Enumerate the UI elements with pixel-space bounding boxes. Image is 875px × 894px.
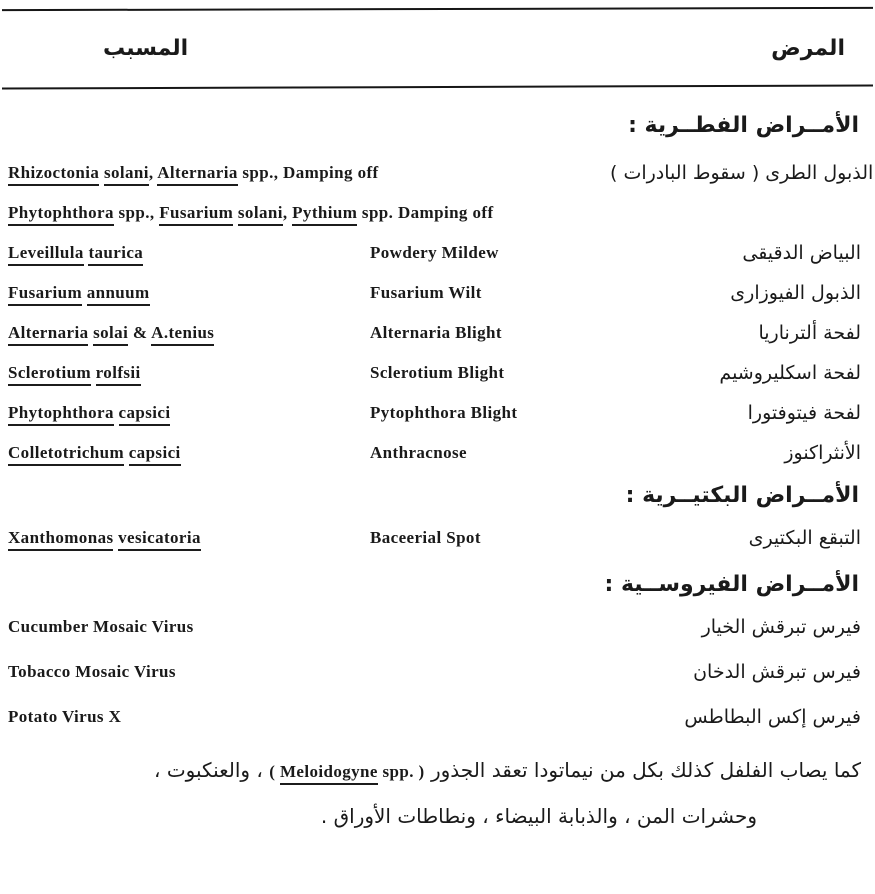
table-row <box>8 399 875 426</box>
footer-after-text: ، والعنكبوت ، <box>154 758 270 782</box>
fungal-rows <box>0 159 875 466</box>
latin-word-underlined: annuum <box>87 283 150 306</box>
latin-word-underlined: Colletotrichum <box>8 443 124 466</box>
latin-word-underlined: Alternaria <box>8 323 88 346</box>
disease-name-ar: البياض الدقيقى <box>742 241 861 264</box>
table-row <box>8 359 875 386</box>
latin-word <box>91 363 96 382</box>
disease-name-ar: الذبول الطرى ( سقوط البادرات ) <box>610 161 874 184</box>
latin-word: , <box>148 162 158 182</box>
disease-name-ar: لفحة ألترناريا <box>758 321 861 344</box>
latin-word: & <box>128 322 152 342</box>
bacterial-rows <box>0 524 875 551</box>
latin-word: Cucumber Mosaic Virus <box>8 616 194 636</box>
nematode-latin-name <box>269 749 424 794</box>
latin-word: Tobacco Mosaic Virus <box>8 661 176 681</box>
section-title-bacterial: الأمــراض البكتيــرية : <box>625 483 859 508</box>
disease-name-en: Powdery Mildew <box>370 242 499 262</box>
table-header <box>0 10 875 86</box>
latin-word <box>114 403 119 422</box>
pathogen-name <box>8 403 360 423</box>
table-row <box>8 439 875 466</box>
latin-word-underlined: solai <box>93 323 128 346</box>
latin-word-underlined: Pythium <box>292 203 357 226</box>
pathogen-name <box>8 443 360 463</box>
pathogen-name <box>8 323 360 343</box>
pathogen-name <box>8 203 610 223</box>
latin-word-underlined: Fusarium <box>159 203 233 226</box>
disease-name-ar: الذبول الفيوزارى <box>730 281 861 304</box>
latin-word-underlined: Alternaria <box>157 163 237 186</box>
table-row <box>8 613 875 640</box>
latin-word: spp., Damping off <box>237 162 379 182</box>
latin-word-underlined: Leveillula <box>8 243 84 266</box>
pathogen-name <box>8 363 360 383</box>
disease-name-ar: فيرس تبرقش الدخان <box>693 660 861 683</box>
section-title-viral: الأمــراض الفيروســية : <box>604 572 859 597</box>
latin-word-underlined: Sclerotium <box>8 363 91 386</box>
latin-spp: spp. <box>377 762 414 781</box>
latin-word-underlined: A. <box>151 323 168 346</box>
table-row <box>8 239 875 266</box>
section-title-fungal: الأمــراض الفطــرية : <box>628 113 859 138</box>
latin-word: spp. Damping off <box>357 202 494 222</box>
table-row <box>8 319 875 346</box>
latin-word: spp., <box>113 202 160 222</box>
latin-word-underlined: Fusarium <box>8 283 82 306</box>
footer-line-1 <box>0 748 875 794</box>
disease-name-en: Sclerotium Blight <box>370 362 505 382</box>
latin-word-underlined: Phytophthora <box>8 203 114 226</box>
disease-name-en: Baceerial Spot <box>370 527 481 547</box>
latin-genus: Meloidogyne <box>280 762 378 785</box>
disease-name-en: Alternaria Blight <box>370 322 502 342</box>
disease-name-ar: فيرس إكس البطاطس <box>684 705 861 728</box>
pathogen-name <box>8 528 360 548</box>
viral-rows <box>0 613 875 730</box>
latin-word-underlined: taurica <box>88 243 143 266</box>
latin-word-underlined: Phytophthora <box>8 403 114 426</box>
footer-note <box>0 748 875 839</box>
paren-open: ( <box>269 762 280 781</box>
disease-name-ar: لفحة اسكليروشيم <box>719 361 861 384</box>
disease-name-en: Fusarium Wilt <box>370 282 482 302</box>
table-row <box>8 159 875 186</box>
disease-name-ar: التبقع البكتيرى <box>748 526 861 549</box>
table-row <box>8 703 875 730</box>
column-header-cause: المسبب <box>103 35 189 61</box>
latin-word: Potato Virus X <box>8 706 122 726</box>
latin-word-underlined: tenius <box>168 323 214 346</box>
latin-word-underlined: capsici <box>119 403 171 426</box>
column-header-disease: المرض <box>771 35 845 61</box>
table-row <box>8 199 875 226</box>
virus-name <box>8 662 610 682</box>
latin-word: , <box>282 202 293 222</box>
disease-name-ar: لفحة فيتوفتورا <box>747 401 861 424</box>
paren-close: ) <box>413 762 425 781</box>
disease-name-en: Anthracnose <box>370 442 467 462</box>
latin-word-underlined: capsici <box>129 443 181 466</box>
table-row <box>8 524 875 551</box>
disease-name-ar: الأنثراكنوز <box>784 441 861 464</box>
footer-intro-text: كما يصاب الفلفل كذلك بكل من نيماتودا تعقد الجذور <box>424 758 861 782</box>
virus-name <box>8 617 610 637</box>
pathogen-name <box>8 163 610 183</box>
pathogen-name <box>8 283 360 303</box>
latin-word-underlined: vesicatoria <box>118 528 201 551</box>
latin-word-underlined: Rhizoctonia <box>8 163 99 186</box>
virus-name <box>8 707 610 727</box>
disease-name-ar: فيرس تبرقش الخيار <box>701 615 861 638</box>
latin-word-underlined: Xanthomonas <box>8 528 113 551</box>
pathogen-name <box>8 243 360 263</box>
disease-name-en: Pytophthora Blight <box>370 402 518 422</box>
table-row <box>8 658 875 685</box>
document-page <box>0 8 875 894</box>
footer-line-2: وحشرات المن ، والذبابة البيضاء ، ونطاطات الأوراق . <box>320 804 757 828</box>
latin-word-underlined: rolfsii <box>96 363 141 386</box>
latin-word-underlined: solani <box>238 203 283 226</box>
table-row <box>8 279 875 306</box>
latin-word <box>82 283 87 302</box>
latin-word-underlined: solani <box>104 163 149 186</box>
